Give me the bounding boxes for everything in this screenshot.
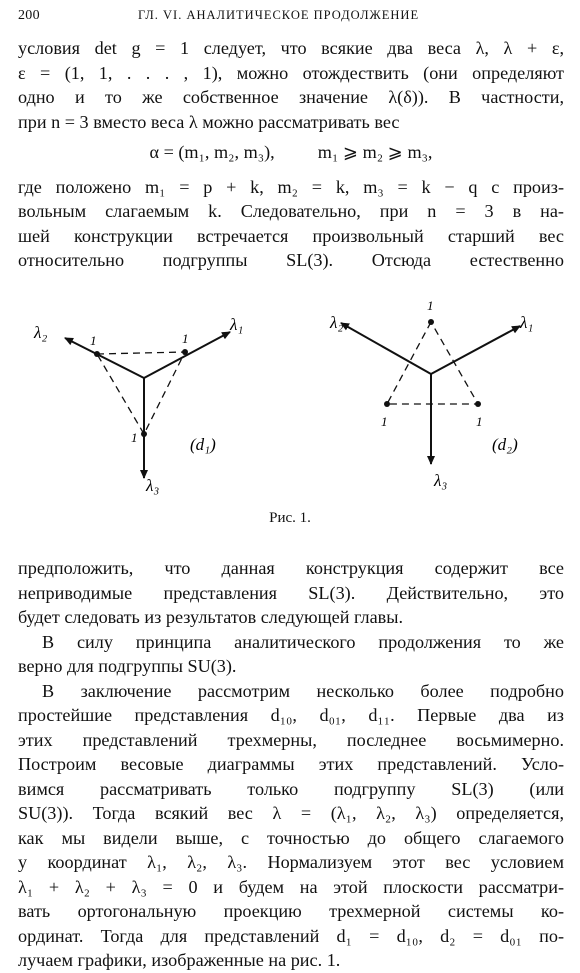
d2-weight-triangle — [387, 322, 478, 404]
d2-weight-label: 1 — [381, 414, 388, 429]
d1-weight-label: 1 — [131, 430, 138, 445]
para5-line1: В заключение рассмотрим несколько более подробно — [42, 680, 564, 701]
d1-weight-point — [94, 351, 100, 357]
formula-right: m₁ ⩾ m₂ ⩾ m₃, — [317, 142, 433, 162]
d2-label-lambda3: λ₃ — [434, 471, 448, 490]
para1-line1: условия det g = 1 следует, что всякие два веса λ, λ + ε, — [18, 38, 564, 58]
figure-weight-diagrams — [18, 298, 564, 530]
para2-line3: шей конструкции встречается произвольный старший вес — [18, 225, 564, 246]
para3-line3: будет следовать из результатов следующей главы. — [18, 607, 404, 627]
para1-line2: ε = (1, 1, . . . , 1), можно отождествить (они определяют — [18, 62, 564, 83]
d2-axis-lambda1 — [431, 326, 520, 374]
para5-line12: лучаем графики, изображенные на рис. 1. — [18, 950, 341, 970]
d1-weight-point — [141, 431, 147, 437]
para3-line1: предположить, что данная конструкция содержит все — [18, 558, 564, 578]
para5-line7: как мы видели выше, с точностью до общего слагаемого — [18, 827, 564, 848]
d2-label-lambda2: λ₂ — [330, 313, 344, 332]
para5-line9: λ₁ + λ₂ + λ₃ = 0 и будем на этой плоскости рассматри- — [18, 876, 564, 897]
formula — [18, 140, 564, 165]
d2-weight-label: 1 — [476, 414, 483, 429]
d1-label-lambda2: λ₂ — [34, 323, 48, 342]
diagram-d2 — [329, 298, 533, 490]
d1-label-lambda3: λ₃ — [146, 476, 160, 495]
d2-label-lambda1: λ₁ — [520, 313, 534, 332]
para2-line1: где положено m₁ = p + k, m₂ = k, m₃ = k − q с произ- — [18, 176, 564, 197]
formula-left: α = (m₁, m₂, m₃), — [149, 142, 275, 162]
para5-line3: этих представлений трехмерны, последнее восьмимерно. — [18, 729, 564, 750]
running-header — [18, 4, 563, 28]
d1-weight-triangle — [97, 352, 185, 434]
para5-line8: у координат λ₁, λ₂, λ₃. Нормализуем этот вес условием — [18, 852, 564, 872]
d2-weight-point — [475, 401, 481, 407]
running-title: ГЛ. VI. АНАЛИТИЧЕСКОЕ ПРОДОЛЖЕНИЕ — [138, 8, 420, 22]
para4-line2: верно для подгруппы SU(3). — [18, 656, 237, 676]
para2-line2: вольным слагаемым k. Следовательно, при n = 3 в на- — [18, 201, 564, 221]
para4-line1: В силу принципа аналитического продолжения то же — [42, 631, 564, 652]
d1-axis-lambda2 — [65, 338, 144, 378]
para5-line10: вать ортогональную проекцию трехмерной системы ко- — [18, 901, 564, 921]
d2-weight-label: 1 — [427, 298, 434, 313]
d1-weight-label: 1 — [90, 333, 97, 348]
para5-line11: ординат. Тогда для представлений d₁ = d₁₀, d₂ = d₀₁ по- — [18, 925, 564, 946]
text-block-top — [18, 36, 564, 273]
page-number: 200 — [18, 8, 40, 23]
para5-line4: Построим весовые диаграммы этих представлений. Усло- — [18, 754, 564, 774]
para5-line5: вимся рассматривать только подгруппу SL(3) (или — [18, 778, 564, 799]
figure-caption: Рис. 1. — [269, 510, 311, 526]
para2-line4: относительно подгруппы SL(3). Отсюда естественно — [18, 250, 564, 270]
text-block-bottom — [18, 556, 564, 973]
para5-line2: простейшие представления d₁₀, d₀₁, d₁₁. Первые два из — [18, 705, 564, 725]
d2-diagram-name: (d₂) — [492, 435, 518, 454]
d1-weight-point — [182, 349, 188, 355]
d1-diagram-name: (d₁) — [190, 435, 216, 454]
para3-line2: неприводимые представления SL(3). Действительно, это — [18, 582, 564, 603]
d1-weight-label: 1 — [182, 331, 189, 346]
d2-weight-point — [384, 401, 390, 407]
d1-label-lambda1: λ₁ — [230, 315, 244, 334]
para1-line3: одно и то же собственное значение λ(δ)). В частности, — [18, 87, 564, 107]
para5-line6: SU(3)). Тогда всякий вес λ = (λ₁, λ₂, λ₃) определяется, — [18, 803, 564, 823]
d2-weight-point — [428, 319, 434, 325]
diagram-d1 — [33, 315, 243, 495]
para1-line4: при n = 3 вместо веса λ можно рассматривать вес — [18, 111, 400, 132]
